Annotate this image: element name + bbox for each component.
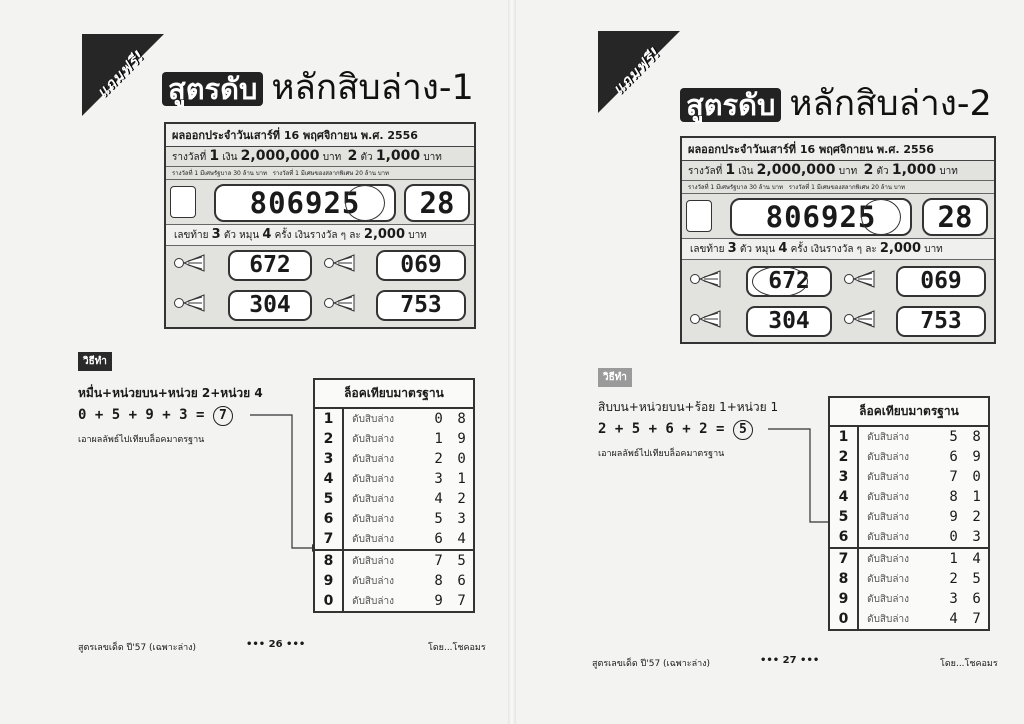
method-label: วิธีทำ	[598, 368, 632, 387]
sub-three: 3	[211, 227, 221, 242]
prize-money: 2,000,000	[756, 162, 836, 178]
sub-rest: ครั้ง เงินรางวัล ๆ ละ	[274, 230, 361, 241]
first-prize-number: 806925	[214, 184, 396, 222]
sub-mid: ตัว หมุน	[739, 244, 776, 255]
horn-icon	[844, 310, 876, 328]
lottery-result-box	[164, 122, 476, 329]
prize-prefix: รางวัลที่	[172, 152, 207, 163]
pointer-arrow	[250, 410, 318, 554]
lock-row-label: ดับสิบล่าง	[352, 575, 394, 587]
lock-digit-b: 1	[457, 471, 466, 487]
main-number-row	[682, 194, 994, 238]
lock-digit-a: 3	[434, 471, 443, 487]
lock-row-label: ดับสิบล่าง	[343, 550, 427, 571]
lock-row-number: 9	[314, 571, 343, 591]
two-digit-label: ตัว	[876, 166, 889, 177]
horn-icon	[174, 294, 206, 312]
lock-digit-a: 1	[434, 431, 443, 447]
lock-digit-b: 8	[457, 411, 466, 427]
lock-row-number: 7	[314, 529, 343, 550]
lock-row-number: 9	[829, 589, 858, 609]
lock-digit-a: 5	[434, 511, 443, 527]
lock-row-label: ดับสิบล่าง	[867, 471, 909, 483]
three-digit-3: 304	[746, 306, 832, 337]
equation-text: 2 + 5 + 6 + 2 =	[598, 421, 725, 437]
lock-digit-a: 1	[942, 548, 965, 569]
free-ribbon	[598, 31, 680, 113]
lock-row-label: ดับสิบล่าง	[352, 513, 394, 525]
money-label: เงิน	[222, 152, 238, 163]
equation	[78, 406, 233, 426]
two-digit-money: 1,000	[375, 148, 421, 164]
lock-row-number: 6	[314, 509, 343, 529]
three-digit-2: 069	[376, 250, 466, 281]
compare-note: เอาผลลัพธ์ไปเทียบล็อคมาตรฐาน	[78, 435, 205, 445]
lock-digit-a: 7	[427, 550, 450, 571]
horn-icon	[324, 294, 356, 312]
prize-prefix: รางวัลที่	[688, 166, 723, 177]
three-digit-1: 672	[746, 266, 832, 297]
lock-row	[829, 589, 989, 609]
result-header: ผลออกประจำวันเสาร์ที่ 16 พฤศจิกายน พ.ศ. 2556	[682, 138, 994, 161]
lock-digit-b: 6	[972, 591, 981, 607]
formula-text: หมื่น+หน่วยบน+หน่วย 2+หน่วย 4	[78, 386, 263, 400]
lock-row-number: 8	[314, 550, 343, 571]
lock-row-number: 7	[829, 548, 858, 569]
lock-digit-a: 7	[949, 469, 958, 485]
lock-row-number: 5	[314, 489, 343, 509]
lock-digit-a: 4	[434, 491, 443, 507]
two-digit-money: 1,000	[891, 162, 937, 178]
lock-row-label: ดับสิบล่าง	[352, 473, 394, 485]
lock-row-label: ดับสิบล่าง	[867, 531, 909, 543]
horn-icon	[844, 270, 876, 288]
compare-note: เอาผลลัพธ์ไปเทียบล็อคมาตรฐาน	[598, 449, 725, 459]
sub-prefix: เลขท้าย	[174, 230, 209, 241]
prize-no: 1	[725, 162, 736, 178]
page-number: ••• 26 •••	[246, 639, 306, 650]
lock-row	[314, 469, 474, 489]
lock-digit-a: 9	[949, 509, 958, 525]
method-label: วิธีทำ	[78, 352, 112, 371]
lock-digit-b: 9	[972, 449, 981, 465]
sub-money: 2,000	[363, 227, 406, 242]
prize-small-line	[166, 166, 474, 180]
lock-row-label: ดับสิบล่าง	[867, 511, 909, 523]
baht-label: บาท	[322, 152, 342, 163]
formula-text: สิบบน+หน่วยบน+ร้อย 1+หน่วย 1	[598, 400, 779, 414]
lock-row-label: ดับสิบล่าง	[858, 548, 942, 569]
lock-row-label: ดับสิบล่าง	[352, 453, 394, 465]
sub-baht: บาท	[924, 244, 943, 255]
lock-row-number: 1	[314, 408, 343, 429]
three-digit-1: 672	[228, 250, 312, 281]
lock-row-number: 5	[829, 507, 858, 527]
lock-row-label: ดับสิบล่าง	[867, 431, 909, 443]
horn-icon	[174, 254, 206, 272]
baht-label-2: บาท	[939, 166, 958, 177]
free-ribbon	[82, 34, 164, 116]
lock-digit-a: 2	[949, 571, 958, 587]
sub-rest: ครั้ง เงินรางวัล ๆ ละ	[790, 244, 877, 255]
footer-author: โดย...โชคอมร	[940, 659, 998, 669]
lock-digit-b: 9	[457, 431, 466, 447]
small-note-a: รางวัลที่ 1 มีเศษรัฐบาล 30 ล้าน บาท	[172, 170, 267, 177]
page-title	[162, 70, 474, 106]
footer-title: สูตรเลขเด็ด ปี'57 (เฉพาะล่าง)	[78, 643, 197, 653]
lock-digit-b: 4	[965, 548, 989, 569]
lock-digit-b: 5	[450, 550, 474, 571]
small-note-a: รางวัลที่ 1 มีเศษรัฐบาล 30 ล้าน บาท	[688, 184, 783, 191]
lock-row-label: ดับสิบล่าง	[867, 491, 909, 503]
footer-title: สูตรเลขเด็ด ปี'57 (เฉพาะล่าง)	[592, 659, 711, 669]
lock-row	[314, 571, 474, 591]
lock-table-header: ล็อคเทียบมาตรฐาน	[314, 379, 474, 408]
lock-row	[314, 449, 474, 469]
lock-digit-b: 8	[972, 429, 981, 445]
prize-line	[682, 161, 994, 180]
prize-money: 2,000,000	[240, 148, 320, 164]
title-text: หลักสิบล่าง-1	[271, 68, 474, 108]
sub-four: 4	[778, 241, 788, 256]
first-prize-number: 806925	[730, 198, 912, 236]
number-circle-marker	[752, 266, 808, 297]
three-digit-3: 304	[228, 290, 312, 321]
lock-digit-b: 0	[457, 451, 466, 467]
title-text: หลักสิบล่าง-2	[789, 84, 992, 124]
three-digit-info	[166, 224, 474, 246]
lock-row	[829, 569, 989, 589]
lock-row	[829, 487, 989, 507]
lock-table-header: ล็อคเทียบมาตรฐาน	[829, 397, 989, 426]
sub-baht: บาท	[408, 230, 427, 241]
lock-digit-b: 2	[457, 491, 466, 507]
lock-row	[314, 429, 474, 449]
prize-no: 1	[209, 148, 220, 164]
lock-table-body	[314, 408, 474, 612]
two-digit-count: 2	[347, 148, 358, 164]
lock-digit-a: 0	[949, 529, 958, 545]
lock-digit-b: 3	[972, 529, 981, 545]
lock-digit-a: 3	[949, 591, 958, 607]
title-highlight: สูตรดับ	[162, 72, 263, 106]
baht-label: บาท	[838, 166, 858, 177]
prize-line	[166, 147, 474, 166]
lock-row	[829, 467, 989, 487]
lock-digit-a: 0	[434, 411, 443, 427]
lock-digit-b: 6	[457, 573, 466, 589]
lock-digit-a: 8	[434, 573, 443, 589]
lock-row-number: 6	[829, 527, 858, 548]
equation-text: 0 + 5 + 9 + 3 =	[78, 407, 205, 423]
baht-label-2: บาท	[423, 152, 442, 163]
ribbon-text: แถมฟรี!	[93, 46, 149, 102]
lock-row-label: ดับสิบล่าง	[352, 413, 394, 425]
sub-money: 2,000	[879, 241, 922, 256]
lock-row-label: ดับสิบล่าง	[352, 493, 394, 505]
lock-row-label: ดับสิบล่าง	[352, 433, 394, 445]
small-note-b: รางวัลที่ 1 มีเศษของสลากพิเศษ 20 ล้าน บาท	[272, 170, 389, 177]
lock-row-number: 8	[829, 569, 858, 589]
lock-row	[829, 507, 989, 527]
lock-row-label: ดับสิบล่าง	[352, 533, 394, 545]
page-number: ••• 27 •••	[760, 655, 820, 666]
lock-digit-a: 8	[949, 489, 958, 505]
footer-author: โดย...โชคอมร	[428, 643, 486, 653]
two-digit-number: 28	[404, 184, 470, 222]
lock-digit-b: 0	[972, 469, 981, 485]
result-header: ผลออกประจำวันเสาร์ที่ 16 พฤศจิกายน พ.ศ. 2556	[166, 124, 474, 147]
lock-row-number: 3	[829, 467, 858, 487]
lock-row-number: 1	[829, 426, 858, 447]
lock-row	[829, 548, 989, 569]
lock-digit-b: 5	[972, 571, 981, 587]
lock-row-label: ดับสิบล่าง	[867, 451, 909, 463]
lock-row-number: 4	[829, 487, 858, 507]
lock-row	[829, 426, 989, 447]
title-highlight: สูตรดับ	[680, 88, 781, 122]
lock-digit-b: 7	[972, 611, 981, 627]
lock-row-number: 4	[314, 469, 343, 489]
ribbon-text: แถมฟรี!	[609, 43, 665, 99]
three-digit-4: 753	[376, 290, 466, 321]
three-digit-4: 753	[896, 306, 986, 337]
sub-prefix: เลขท้าย	[690, 244, 725, 255]
number-tag	[170, 186, 196, 218]
lock-row-number: 2	[314, 429, 343, 449]
small-note-b: รางวัลที่ 1 มีเศษของสลากพิเศษ 20 ล้าน บาท	[788, 184, 905, 191]
lock-digit-a: 5	[949, 429, 958, 445]
lock-digit-a: 9	[434, 593, 443, 609]
sub-mid: ตัว หมุน	[223, 230, 260, 241]
lock-row-number: 0	[829, 609, 858, 630]
number-tag	[686, 200, 712, 232]
lock-row	[314, 550, 474, 571]
lottery-result-box	[680, 136, 996, 344]
lock-row	[829, 527, 989, 548]
lock-digit-b: 2	[972, 509, 981, 525]
lock-row-label: ดับสิบล่าง	[867, 573, 909, 585]
equation-result: 7	[213, 406, 233, 426]
three-digit-info	[682, 238, 994, 260]
lock-row	[314, 509, 474, 529]
lock-row-number: 0	[314, 591, 343, 612]
lock-row-label: ดับสิบล่าง	[867, 613, 909, 625]
lock-row	[829, 447, 989, 467]
page-title	[680, 86, 992, 122]
two-digit-label: ตัว	[360, 152, 373, 163]
two-digit-number: 28	[922, 198, 988, 236]
horn-icon	[690, 310, 722, 328]
lock-digit-b: 4	[457, 531, 466, 547]
digit-circle-marker	[345, 185, 385, 221]
money-label: เงิน	[738, 166, 754, 177]
lock-table	[313, 378, 475, 613]
lock-row	[314, 591, 474, 612]
lock-table-body	[829, 426, 989, 630]
main-number-row	[166, 180, 474, 224]
lock-row	[314, 489, 474, 509]
horn-icon	[690, 270, 722, 288]
lock-row-label: ดับสิบล่าง	[352, 595, 394, 607]
lock-row	[314, 408, 474, 429]
horn-icon	[324, 254, 356, 272]
lock-row	[829, 609, 989, 630]
sub-four: 4	[262, 227, 272, 242]
two-digit-count: 2	[863, 162, 874, 178]
lock-row-number: 3	[314, 449, 343, 469]
prize-small-line	[682, 180, 994, 194]
lock-digit-a: 6	[434, 531, 443, 547]
lock-row-label: ดับสิบล่าง	[867, 593, 909, 605]
right-page	[512, 0, 1024, 724]
equation-result: 5	[733, 420, 753, 440]
lock-digit-b: 1	[972, 489, 981, 505]
equation	[598, 420, 753, 440]
digit-circle-marker	[861, 199, 901, 235]
lock-table	[828, 396, 990, 631]
lock-digit-b: 3	[457, 511, 466, 527]
three-digit-2: 069	[896, 266, 986, 297]
sub-three: 3	[727, 241, 737, 256]
lock-row-number: 2	[829, 447, 858, 467]
lock-digit-a: 4	[949, 611, 958, 627]
lock-digit-b: 7	[457, 593, 466, 609]
lock-digit-a: 2	[434, 451, 443, 467]
lock-row	[314, 529, 474, 550]
lock-digit-a: 6	[949, 449, 958, 465]
